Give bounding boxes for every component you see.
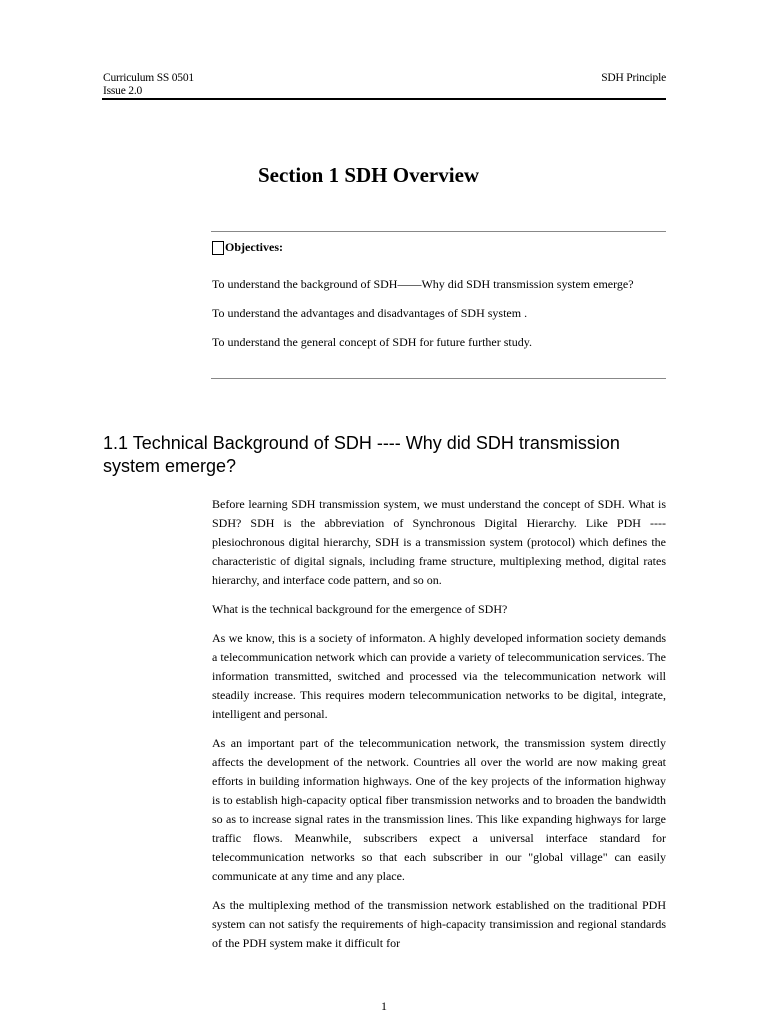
curriculum-label: Curriculum SS 0501 xyxy=(103,72,194,84)
paragraph: What is the technical background for the emergence of SDH? xyxy=(212,602,508,616)
running-header-right: SDH Principle xyxy=(601,72,666,84)
checkbox-icon xyxy=(212,241,224,255)
paragraph: Before learning SDH transmission system, we must understand the concept of SDH. What is SDH? SDH is the abbreviation of Synchronous Digital Hierarchy. Like PDH ---- plesiochronous digital hierarchy, SDH is a transmission system (protocol) which defines the characteristic of digital signals, including frame structure, multiplexing method, digital rates hierarchy, and interface code pattern, and so on. xyxy=(212,497,666,587)
objective-item: To understand the background of SDH——Why did SDH transmission system emerge? xyxy=(212,277,634,291)
section-title: Section 1 SDH Overview xyxy=(258,163,480,187)
issue-label: Issue 2.0 xyxy=(103,85,143,97)
page-number: 1 xyxy=(381,999,387,1013)
paragraph: As an important part of the telecommunication network, the transmission system directly affects the development of the network. Countries all over the world are now making great efforts in building information highways. One of the key projects of the information highway is to establish high-capacity optical fiber transmission networks and to broaden the bandwidth so as to increase signal rates in the transmission lines. This like expanding highways for large traffic flows. Meanwhile, subscribers expect a universal interface standard for telecommunication networks so that each subscriber in our "global village" can easily communicate at any time and any place. xyxy=(212,736,666,883)
objectives-heading xyxy=(212,240,283,255)
subsection-heading: 1.1 Technical Background of SDH ---- Why did SDH transmission system emerge? xyxy=(103,433,620,476)
running-header-left xyxy=(103,72,194,98)
paragraph: As we know, this is a society of informaton. A highly developed information society demands a telecommunication network which can provide a variety of telecommunication services. The information transmitted, switched and processed via the telecommunication network will steadily increase. This requires modern telecommunication networks to be digital, integrate, intelligent and personal. xyxy=(212,631,666,721)
header-rule xyxy=(102,98,666,100)
objectives-list xyxy=(212,275,666,352)
objective-item: To understand the general concept of SDH for future further study. xyxy=(212,335,532,349)
objectives-rule-bottom xyxy=(211,378,666,379)
objective-item: To understand the advantages and disadvantages of SDH system . xyxy=(212,306,528,320)
objectives-rule-top xyxy=(211,231,666,232)
body-text xyxy=(212,495,666,963)
objectives-heading-label: Objectives: xyxy=(225,240,283,254)
paragraph: As the multiplexing method of the transmission network established on the traditional PDH system can not satisfy the requirements of high-capacity transimission and regional standards of the PDH system make it difficult for xyxy=(212,898,666,950)
